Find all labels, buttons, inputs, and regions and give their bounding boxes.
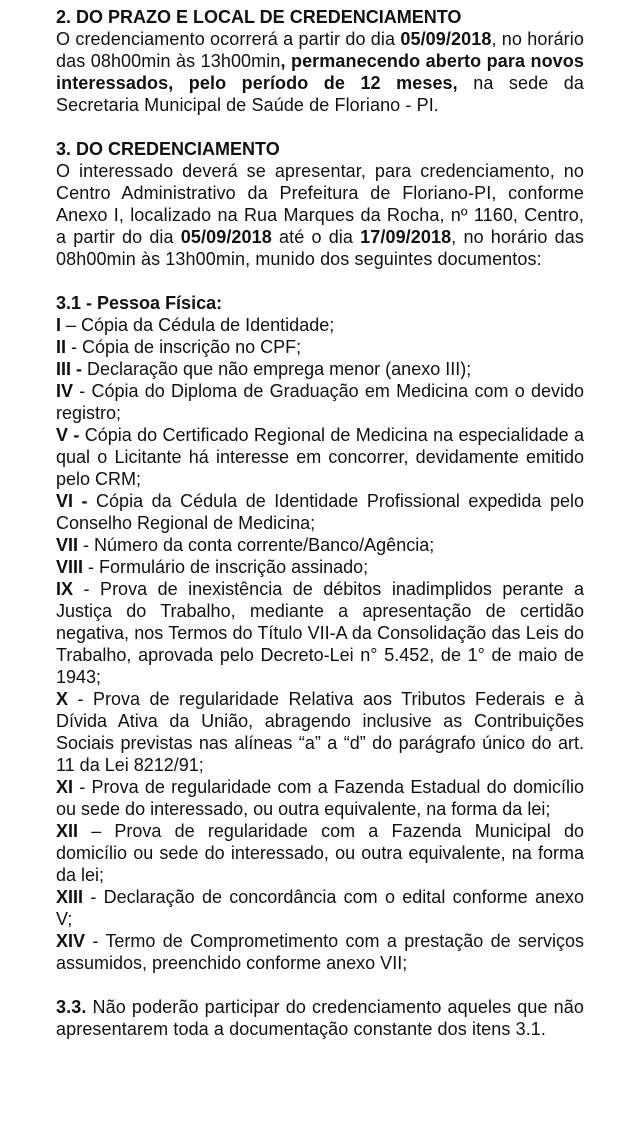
section-2-text-1: O credenciamento ocorrerá a partir do dia [56,29,401,49]
section-3-text-2: até o dia [271,227,361,247]
section-3-start-date: 05/09/2018 [180,227,272,247]
list-item-text: Cópia da Cédula de Identidade Profissional expedida pelo Conselho Regional de Medicina; [56,491,584,533]
section-2-text-2: , no horário das 08h00min às 13h00min [56,29,584,71]
section-3-1 [56,292,584,974]
list-item-text: - Formulário de inscrição assinado; [83,557,369,577]
list-item-number: VIII [56,557,84,577]
section-3-3-number: 3.3. [56,997,87,1017]
list-item-number: II [56,337,67,357]
section-2-paragraph [56,28,584,116]
section-3-text-1: O interessado deverá se apresentar, para credenciamento, no Centro Administrativo da Prefeitura de Floriano-PI, conforme Anexo I, localizado na Rua Marques da Rocha, nº 1160, Centro, a partir do dia [56,161,584,247]
section-2-date: 05/09/2018 [400,29,492,49]
list-item [56,930,584,974]
section-2 [56,6,584,116]
list-item-text: - Declaração de concordância com o edital conforme anexo V; [56,887,584,929]
spacer [56,974,584,996]
list-item-number: X [56,689,69,709]
list-item-number: III - [56,359,82,379]
spacer [56,270,584,292]
list-item-text: - Termo de Comprometimento com a prestação de serviços assumidos, preenchido conforme anexo VII; [56,931,584,973]
list-item [56,314,584,336]
list-item-text: – Cópia da Cédula de Identidade; [61,315,335,335]
list-item-number: IX [56,579,74,599]
list-item [56,556,584,578]
section-3-3-paragraph [56,996,584,1040]
list-item-text: - Número da conta corrente/Banco/Agência; [78,535,435,555]
list-item [56,820,584,886]
list-item-text: - Prova de regularidade com a Fazenda Estadual do domicílio ou sede do interessado, ou outra equivalente, na forma da lei; [56,777,584,819]
section-3-end-date: 17/09/2018 [360,227,452,247]
section-3-3 [56,996,584,1040]
list-item-number: V - [56,425,80,445]
section-2-bold-period: , permanecendo aberto para novos interessados, pelo período de 12 meses, [56,51,584,93]
list-item-number: XIV [56,931,86,951]
list-item [56,776,584,820]
list-item-number: IV [56,381,74,401]
list-item [56,380,584,424]
section-3-1-heading: 3.1 - Pessoa Física: [56,293,223,313]
section-3-paragraph [56,160,584,270]
list-item-text: - Prova de inexistência de débitos inadimplidos perante a Justiça do Trabalho, mediante a apresentação de certidão negativa, nos Termos do Título VII-A da Consolidação das Leis do Trabalho, aprovada pelo Decreto-Lei n° 5.452, de 1° de maio de 1943; [56,579,584,687]
list-item-text: - Prova de regularidade Relativa aos Tributos Federais e à Dívida Ativa da União, abragendo inclusive as Contribuições Sociais previstas nas alíneas “a” a “d” do parágrafo único do art. 11 da Lei 8212/91; [56,689,584,775]
list-item [56,358,584,380]
list-item-number: VII [56,535,79,555]
section-3 [56,138,584,270]
list-item [56,578,584,688]
spacer [56,116,584,138]
list-item [56,688,584,776]
list-item-number: VI - [56,491,88,511]
list-item-number: XIII [56,887,84,907]
section-3-text-3: , no horário das 08h00min às 13h00min, munido dos seguintes documentos: [56,227,584,269]
list-item-text: - Cópia de inscrição no CPF; [66,337,302,357]
list-item-number: XII [56,821,79,841]
section-3-3-text: Não poderão participar do credenciamento aqueles que não apresentarem toda a documentação constante dos itens 3.1. [56,997,584,1039]
list-item-number: I [56,315,62,335]
section-3-heading: 3. DO CREDENCIAMENTO [56,139,280,159]
list-item [56,886,584,930]
list-item [56,490,584,534]
section-2-text-3: na sede da Secretaria Municipal de Saúde de Floriano - PI. [56,73,585,115]
section-2-heading: 2. DO PRAZO E LOCAL DE CREDENCIAMENTO [56,7,462,27]
list-item [56,336,584,358]
list-item-text: – Prova de regularidade com a Fazenda Municipal do domicílio ou sede do interessado, ou outra equivalente, na forma da lei; [56,821,584,885]
list-item-text: Declaração que não emprega menor (anexo III); [82,359,472,379]
list-item [56,534,584,556]
list-item [56,424,584,490]
list-item-text: - Cópia do Diploma de Graduação em Medicina com o devido registro; [56,381,584,423]
list-item-text: Cópia do Certificado Regional de Medicina na especialidade a qual o Licitante há interesse em concorrer, devidamente emitido pelo CRM; [56,425,584,489]
list-item-number: XI [56,777,74,797]
